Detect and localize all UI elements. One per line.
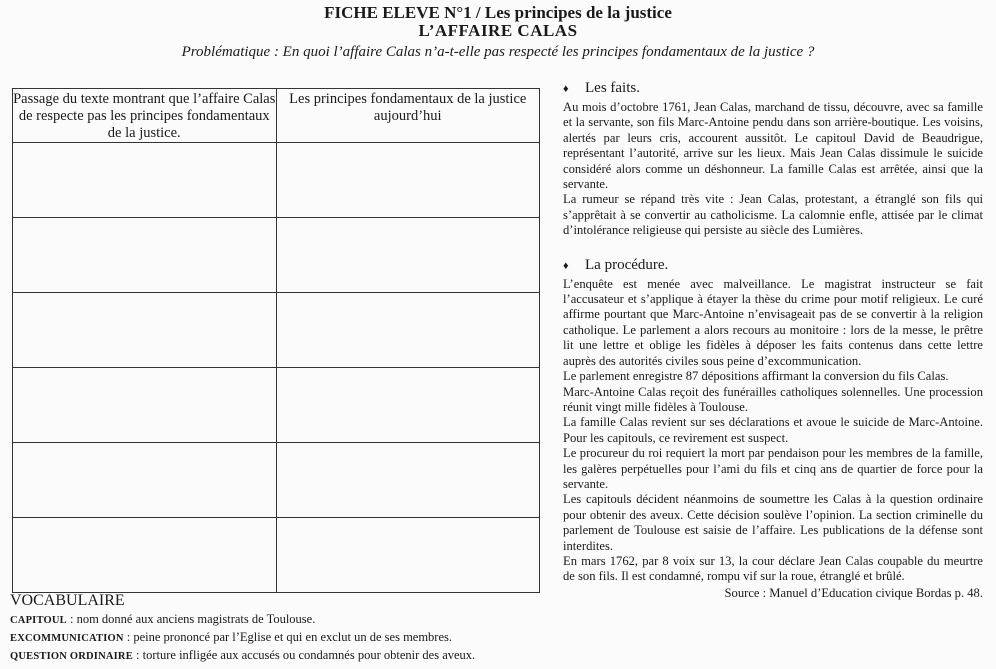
vocabulary-item — [10, 629, 550, 647]
section-heading-label: La procédure. — [585, 256, 669, 273]
vocabulary-item — [10, 611, 550, 629]
section-heading-procedure — [563, 257, 983, 275]
table-row — [13, 293, 540, 368]
text-paragraph: La famille Calas revient sur ses déclarations et avoue le suicide de Marc-Antoine. Pour les capitouls, ce revirement est suspect. — [563, 415, 983, 445]
source-citation: Source : Manuel d’Education civique Bordas p. 48. — [724, 585, 983, 600]
worksheet-title: FICHE ELEVE N°1 / Les principes de la justice — [324, 3, 672, 22]
text-paragraph: Les capitouls décident néanmoins de soumettre les Calas à la question ordinaire pour obtenir des aveux. Cette décision soulève l’opinion. La section criminelle du parlement de Toulouse est saisie de l’affaire. Les publications de la défense sont interdites. — [563, 492, 983, 553]
table-cell[interactable] — [13, 293, 277, 368]
text-paragraph: Le parlement enregistre 87 dépositions affirmant la conversion du fils Calas. — [563, 369, 949, 384]
answer-table — [12, 88, 540, 593]
text-paragraph: Marc-Antoine Calas reçoit des funérailles catholiques solennelles. Une procession réunit vingt mille fidèles à Toulouse. — [563, 384, 983, 414]
table-cell[interactable] — [276, 143, 540, 218]
vocabulary-term: QUESTION ORDINAIRE — [10, 651, 133, 662]
table-cell[interactable] — [276, 368, 540, 443]
text-paragraph: L’enquête est menée avec malveillance. Le magistrat instructeur se fait l’accusateur et s’applique à étayer la thèse du crime pour motif religieux. Le curé affirme pourtant que Marc-Antoine n’envisageait pas de se convertir à la religion catholique. Le parlement a alors recours au monitoire : lors de la messe, le prêtre lit une lettre et oblige les fidèles à déposer les faits contenus dans cette lettre auprès des autorités civiles sous peine d’excommunication. — [563, 276, 983, 368]
diamond-bullet-icon: ♦ — [563, 83, 569, 95]
vocabulary-term: CAPITOUL — [10, 615, 67, 626]
diamond-bullet-icon: ♦ — [563, 259, 569, 272]
vocabulary-definition: : nom donné aux anciens magistrats de Toulouse. — [66, 612, 316, 626]
table-cell[interactable] — [13, 443, 277, 518]
table-cell[interactable] — [276, 218, 540, 293]
column-header-principles: Les principes fondamentaux de la justice aujourd’hui — [276, 89, 540, 143]
table-row — [13, 443, 540, 518]
section-heading-faits — [563, 80, 983, 98]
vocabulary-heading: VOCABULAIRE — [10, 592, 125, 609]
table-row — [13, 518, 540, 593]
vocabulary-definition: : peine prononcé par l’Eglise et qui en exclut un de ses membres. — [123, 630, 453, 644]
text-paragraph: Au mois d’octobre 1761, Jean Calas, marchand de tissu, découvre, avec sa famille et la servante, son fils Marc-Antoine pendu dans son arrière-boutique. Les voisins, alertés par leurs cris, accourent aussitôt. Le capitoul David de Beaudrigue, représentant l’autorité, arrive sur les lieux. Mais Jean Calas dissimule le suicide considéré alors comme un déshonneur. La famille Calas est arrêtée, ainsi que la servante. — [563, 100, 983, 192]
worksheet-subtitle: L’AFFAIRE CALAS — [418, 21, 578, 40]
text-paragraph: La rumeur se répand très vite : Jean Calas, protestant, a étranglé son fils qui s’apprêtait à se convertir au catholicisme. La calomnie enfle, attisée par le climat d’intolérance religieuse qui persiste au siècle des Lumières. — [563, 192, 983, 238]
table-cell[interactable] — [13, 218, 277, 293]
vocabulary-definition: : torture infligée aux accusés ou condamnés pour obtenir des aveux. — [132, 648, 476, 662]
column-header-passage: Passage du texte montrant que l’affaire Calas de respecte pas les principes fondamentaux de la justice. — [13, 89, 277, 143]
table-cell[interactable] — [13, 143, 277, 218]
vocabulary-item — [10, 647, 550, 665]
table-row — [13, 143, 540, 218]
table-cell[interactable] — [276, 293, 540, 368]
vocabulary-section — [10, 592, 550, 665]
text-column — [563, 80, 983, 601]
table-row — [13, 218, 540, 293]
table-cell[interactable] — [13, 368, 277, 443]
text-paragraph: En mars 1762, par 8 voix sur 13, la cour déclare Jean Calas coupable du meurtre de son fils. Il est condamné, rompu vif sur la roue, étranglé et brûlé. — [563, 553, 983, 584]
table-cell[interactable] — [13, 518, 277, 593]
text-paragraph: Le procureur du roi requiert la mort par pendaison pour les membres de la famille, les galères perpétuelles pour l’ami du fils et cinq ans de quartier de force pour la servante. — [563, 446, 983, 491]
table-header-row — [13, 89, 540, 143]
table-cell[interactable] — [276, 518, 540, 593]
table-cell[interactable] — [276, 443, 540, 518]
vocabulary-term: EXCOMMUNICATION — [10, 633, 124, 644]
problematique: Problématique : En quoi l’affaire Calas n’a-t-elle pas respecté les principes fondamentaux de la justice ? — [181, 44, 815, 60]
section-heading-label: Les faits. — [585, 80, 640, 96]
table-row — [13, 368, 540, 443]
